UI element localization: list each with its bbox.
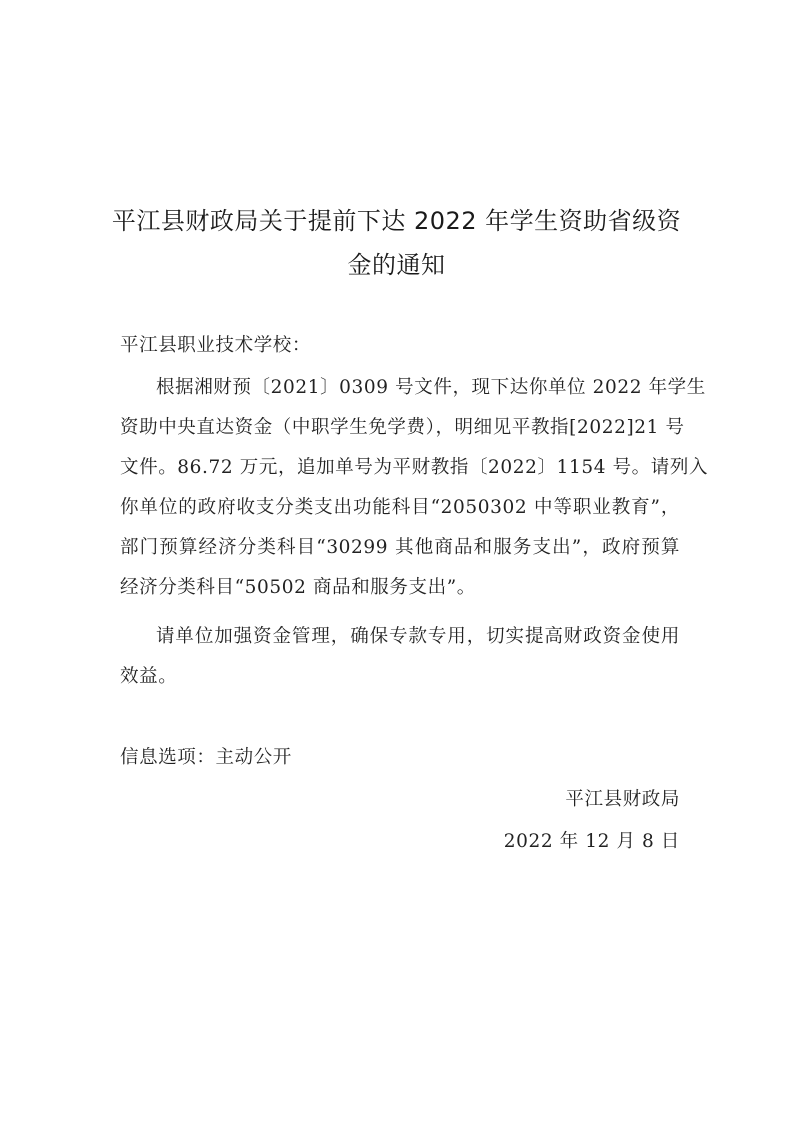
paragraph-1-line-2: 资助中央直达资金（中职学生免学费），明细见平教指[2022]21 号 (120, 417, 685, 438)
issue-date: 2022 年 12 月 8 日 (503, 831, 680, 852)
document-title-line-1: 平江县财政局关于提前下达 2022 年学生资助省级资 (111, 207, 682, 235)
paragraph-1-line-5: 部门预算经济分类科目“30299 其他商品和服务支出”，政府预算 (120, 537, 680, 558)
issuer-signature: 平江县财政局 (565, 789, 680, 810)
paragraph-1-line-6: 经济分类科目“50502 商品和服务支出”。 (120, 577, 476, 598)
info-option: 信息选项：主动公开 (120, 747, 292, 768)
paragraph-1-line-3: 文件。86.72 万元，追加单号为平财教指〔2022〕1154 号。请列入 (120, 457, 709, 478)
paragraph-2-line-2: 效益。 (120, 666, 178, 687)
document-title-line-2: 金的通知 (347, 251, 446, 279)
paragraph-1-line-1: 根据湘财预〔2021〕0309 号文件，现下达你单位 2022 年学生 (156, 377, 706, 398)
paragraph-2-line-1: 请单位加强资金管理，确保专款专用，切实提高财政资金使用 (156, 626, 680, 647)
paragraph-1-line-4: 你单位的政府收支分类支出功能科目“2050302 中等职业教育”， (120, 497, 680, 518)
addressee: 平江县职业技术学校： (120, 335, 312, 356)
